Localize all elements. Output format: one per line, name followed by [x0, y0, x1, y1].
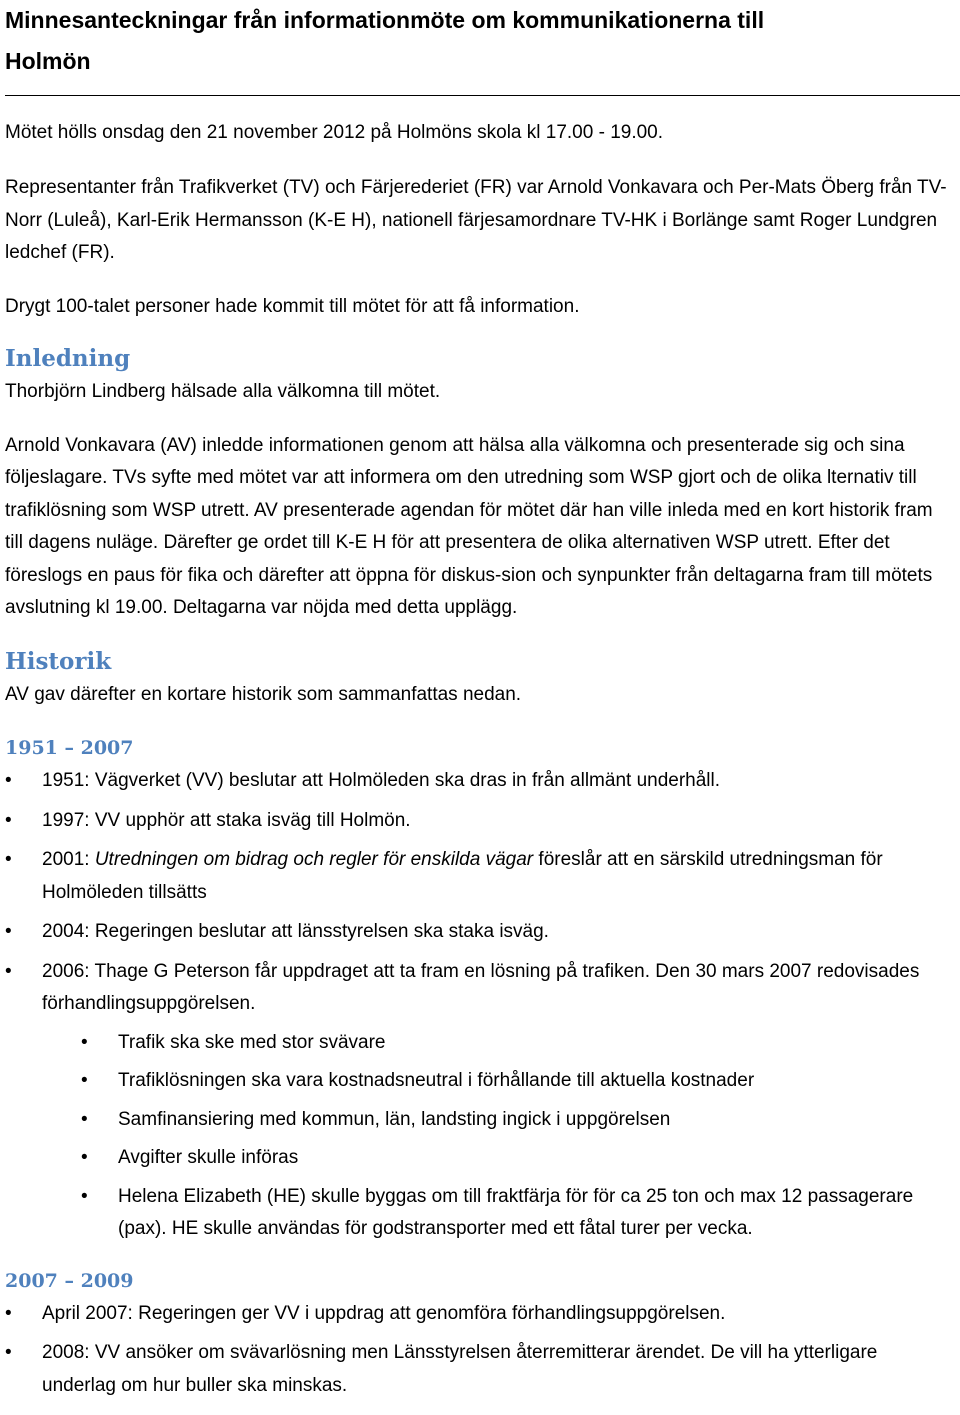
sub-list-item: • Trafik ska ske med stor svävare: [81, 1031, 386, 1053]
list-item: • 1951: Vägverket (VV) beslutar att Holmöleden ska dras in från allmänt underhåll.: [5, 770, 721, 791]
section-heading-inledning: Inledning: [5, 345, 131, 372]
document-title: [5, 0, 955, 82]
inledning-welcome: Thorbjörn Lindberg hälsade alla välkomna till mötet.: [5, 381, 441, 402]
title-line-1: Minnesanteckningar från informationmöte om kommunikationerna till: [5, 7, 765, 33]
list-item: • 1997: VV upphör att staka isväg till Holmön.: [5, 809, 411, 831]
attendance-paragraph: Drygt 100-talet personer hade kommit till mötet för att få information.: [5, 295, 580, 317]
period1-list: [5, 765, 955, 1021]
title-line-2: Holmön: [5, 48, 91, 74]
sub-list-item: • Trafiklösningen ska vara kostnadsneutral i förhållande till aktuella kostnader: [81, 1070, 755, 1091]
sub-list-item: • Helena Elizabeth (HE) skulle byggas om till fraktfärja för för ca 25 ton och max 12 passagerare (pax). HE skulle användas för godstransporter med ett fåtal turer per vecka.: [81, 1185, 914, 1239]
inledning-paragraph: Arnold Vonkavara (AV) inledde informationen genom att hälsa alla välkomna och presenterade sig och sina följeslagare. TVs syfte med mötet var att informera om den utredning som WSP gjort och de olika lternativ till trafiklösning som WSP utrett. AV presenterade agendan för mötet där han ville inleda med en kort historik fram till dagens nuläge. Därefter ge ordet till K-E H för att presentera de olika alternativen WSP utrett. Efter det föreslogs en paus för fika och därefter att öppna för diskus-sion och synpunkter från deltagarna fram till mötets avslutning kl 19.00. Deltagarna var nöjda med detta upplägg.: [5, 434, 933, 618]
list-item: • April 2007: Regeringen ger VV i uppdrag att genomföra förhandlingsuppgörelsen.: [5, 1302, 726, 1324]
period-heading-2007-2009: 2007 – 2009: [5, 1269, 134, 1292]
italic-report-title: Utredningen om bidrag och regler för enskilda vägar: [94, 849, 534, 870]
list-item: • 2006: Thage G Peterson får uppdraget att ta fram en lösning på trafiken. Den 30 mars 2007 redovisades förhandlingsuppgörelsen.: [5, 960, 920, 1014]
section-heading-historik: Historik: [5, 647, 112, 675]
list-item: • 2008: VV ansöker om svävarlösning men Länsstyrelsen återremitterar ärendet. De vill ha ytterligare underlag om hur buller ska minskas.: [5, 1342, 878, 1396]
document: [5, 0, 955, 1402]
meeting-info: Mötet hölls onsdag den 21 november 2012 på Holmöns skola kl 17.00 - 19.00.: [5, 122, 664, 143]
representatives-paragraph: Representanter från Trafikverket (TV) och Färjerederiet (FR) var Arnold Vonkavara och Per-Mats Öberg från TV- Norr (Luleå), Karl-Erik Hermansson (K-E H), nationell färjesamordnare TV-HK i Borlänge samt Roger Lundgren ledchef (FR).: [5, 177, 947, 263]
historik-intro: AV gav därefter en kortare historik som sammanfattas nedan.: [5, 683, 522, 705]
period2-list: [5, 1298, 955, 1403]
list-item: • 2004: Regeringen beslutar att länsstyrelsen ska staka isväg.: [5, 921, 549, 942]
sub-list-item: • Samfinansiering med kommun, län, landsting ingick i uppgörelsen: [81, 1108, 671, 1130]
period-heading-1951-2007: 1951 – 2007: [5, 737, 134, 759]
title-rule: [5, 95, 960, 96]
period1-sublist: [5, 1027, 955, 1246]
sub-list-item: • Avgifter skulle införas: [81, 1147, 299, 1168]
list-item: • 2001: Utredningen om bidrag och regler för enskilda vägar föreslår att en särskild utredningsman för Holmöleden tillsätts: [5, 849, 883, 903]
